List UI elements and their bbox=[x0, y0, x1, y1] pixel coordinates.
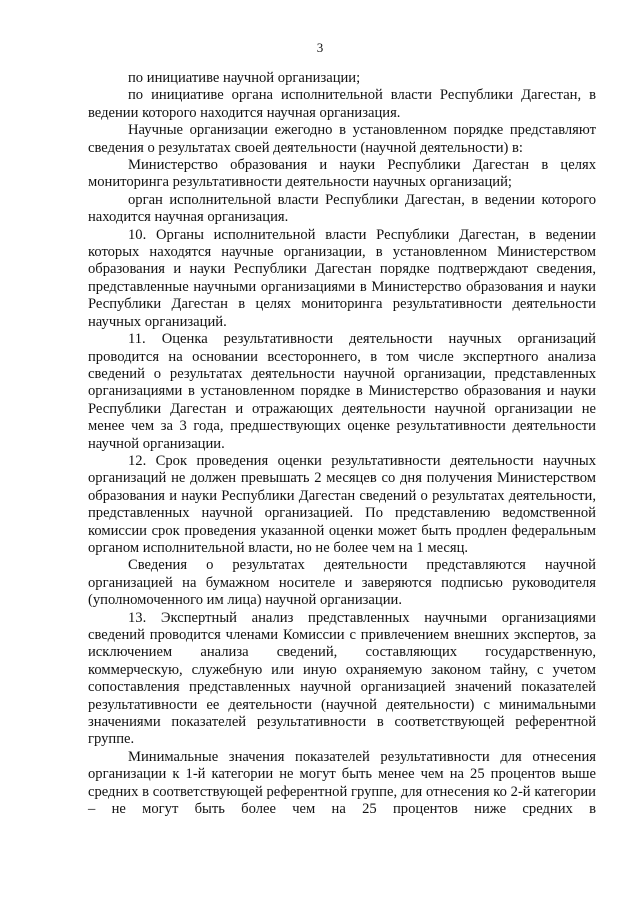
paragraph-executive-body: орган исполнительной власти Республики Дагестан, в ведении которого находится научная организация. bbox=[88, 191, 596, 226]
paragraph-item-10: 10. Органы исполнительной власти Республики Дагестан, в ведении которых находятся научные организации, в установленном Министерством образования и науки Республики Дагестан порядке подтверждают сведения, представленные научными организациями в Министерство образования и науки Республики Дагестан в целях мониторинга результативности деятельности научных организаций. bbox=[88, 226, 596, 330]
document-body bbox=[88, 70, 596, 818]
paragraph-minimum-values: Минимальные значения показателей результативности для отнесения организации к 1-й категории не могут быть менее чем на 25 процентов выше средних в соответствующей референтной группе, для отнесения ко 2-й категории – не могут быть более чем на 25 процентов ниже средних в bbox=[88, 748, 596, 818]
paragraph-item-11: 11. Оценка результативности деятельности научных организаций проводится на основании всестороннего, в том числе экспертного анализа сведений о результатах деятельности научной организации, представленных организациями в установленном порядке в Министерство образования и науки Республики Дагестан и отражающих деятельности научной организации не менее чем за 3 года, предшествующих оценке результативности деятельности научной организации. bbox=[88, 331, 596, 452]
paragraph-item-12: 12. Срок проведения оценки результативности деятельности научных организаций не должен превышать 2 месяцев со дня получения Министерством образования и науки Республики Дагестан сведений о результатах деятельности, представленных научной организацией. По представлению ведомственной комиссии срок проведения указанной оценки может быть продлен федеральным органом исполнительной власти, но не более чем на 1 месяц. bbox=[88, 452, 596, 556]
paragraph-paper-submission: Сведения о результатах деятельности представляются научной организацией на бумажном носителе и заверяются подписью руководителя (уполномоченного им лица) научной организации. bbox=[88, 557, 596, 609]
page-number: 3 bbox=[316, 40, 324, 55]
paragraph-ministry: Министерство образования и науки Республики Дагестан в целях мониторинга результативности деятельности научных организаций; bbox=[88, 157, 596, 191]
paragraph-item-13: 13. Экспертный анализ представленных научными организациями сведений проводится членами Комиссии с привлечением внешних экспертов, за исключением анализа сведений, составляющих государственную, коммерческую, служебную или иную охраняемую законом тайну, с учетом сопоставления представленных научной организацией значений показателей результативности ее деятельности (научной деятельности) с минимальными значениями показателей результативности в соответствующей референтной группе. bbox=[88, 609, 596, 748]
paragraph-annual-reporting: Научные организации ежегодно в установленном порядке представляют сведения о результатах своей деятельности (научной деятельности) в: bbox=[88, 122, 596, 156]
paragraph-initiative-authority: по инициативе органа исполнительной власти Республики Дагестан, в ведении которого находится научная организация. bbox=[88, 87, 596, 121]
paragraph-initiative-org: по инициативе научной организации; bbox=[128, 70, 361, 86]
